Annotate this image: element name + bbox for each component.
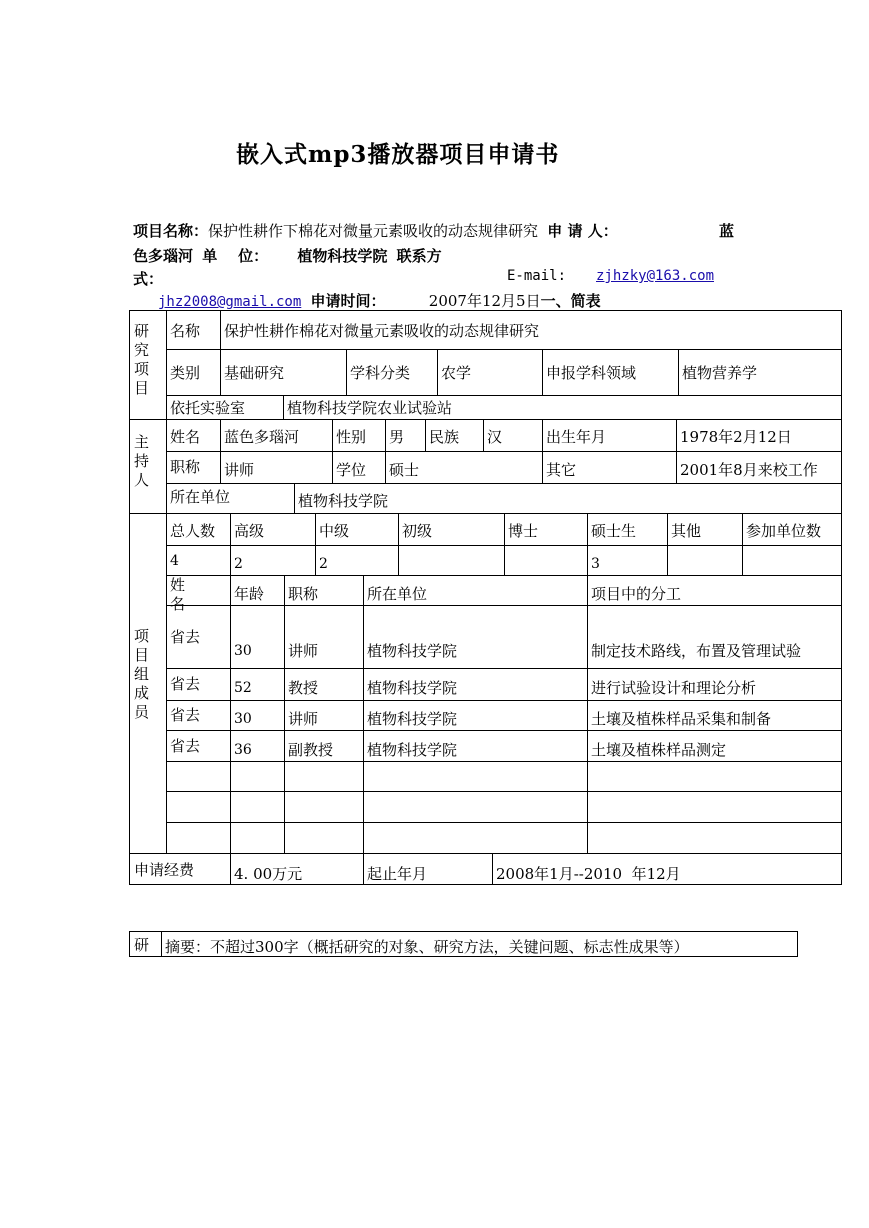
host-name-value: 蓝色多瑙河 bbox=[224, 428, 300, 446]
member-name: 省去 bbox=[170, 628, 201, 646]
members-group-label: 项目组成员 bbox=[134, 627, 150, 721]
apply-time-value: 2007年12月5日 bbox=[428, 292, 541, 310]
applicant-value-1: 蓝 bbox=[719, 222, 735, 240]
unit-label: 单 位： bbox=[202, 247, 269, 265]
host-title-value: 讲师 bbox=[224, 461, 255, 479]
member-title: 副教授 bbox=[288, 741, 334, 759]
member-title: 讲师 bbox=[288, 642, 319, 660]
member-role: 制定技术路线，布置及管理试验 bbox=[591, 642, 802, 660]
funding-label: 申请经费 bbox=[134, 861, 195, 879]
category-value: 基础研究 bbox=[224, 364, 285, 382]
list-header-title: 职称 bbox=[288, 585, 319, 603]
count-header-master: 硕士生 bbox=[591, 522, 637, 540]
count-senior: 2 bbox=[234, 556, 243, 572]
count-junior bbox=[399, 553, 405, 557]
abstract-text: 摘要：不超过300字（概括研究的对象、研究方法，关键问题、标志性成果等） bbox=[165, 938, 689, 956]
project-name-value: 保护性耕作下棉花对微量元素吸收的动态规律研究 bbox=[208, 222, 539, 240]
period-label: 起止年月 bbox=[367, 865, 428, 883]
other-label: 其它 bbox=[546, 461, 577, 479]
funding-value: 4. 00万元 bbox=[234, 865, 303, 883]
count-header-total: 总人数 bbox=[170, 522, 216, 540]
member-unit: 植物科技学院 bbox=[367, 642, 458, 660]
member-title: 讲师 bbox=[288, 710, 319, 728]
apply-time-label: 申请时间： bbox=[310, 292, 386, 310]
period-value: 2008年1月--2010 年12月 bbox=[496, 865, 681, 883]
count-other bbox=[668, 553, 674, 557]
field-label: 申报学科领域 bbox=[546, 364, 637, 382]
birth-value: 1978年2月12日 bbox=[680, 428, 792, 446]
header-line-2 bbox=[133, 245, 442, 266]
count-header-senior: 高级 bbox=[234, 522, 265, 540]
count-units bbox=[743, 553, 749, 557]
header-line-4 bbox=[158, 290, 601, 311]
degree-value: 硕士 bbox=[389, 461, 420, 479]
degree-label: 学位 bbox=[336, 461, 367, 479]
count-header-middle: 中级 bbox=[319, 522, 350, 540]
member-name: 省去 bbox=[170, 737, 201, 755]
count-total: 4 bbox=[170, 553, 179, 569]
member-title: 教授 bbox=[288, 679, 319, 697]
member-age: 36 bbox=[234, 742, 252, 758]
lab-value: 植物科技学院农业试验站 bbox=[287, 399, 453, 417]
project-name-cell: 保护性耕作棉花对微量元素吸收的动态规律研究 bbox=[224, 322, 540, 340]
contact-label-2: 式： bbox=[133, 270, 164, 288]
unit-value: 植物科技学院 bbox=[297, 247, 388, 265]
member-unit: 植物科技学院 bbox=[367, 741, 458, 759]
other-value: 2001年8月来校工作 bbox=[680, 461, 818, 479]
email-link-2[interactable]: jhz2008@gmail.com bbox=[158, 294, 302, 310]
abstract-side-label: 研 bbox=[134, 936, 150, 954]
member-age: 52 bbox=[234, 680, 252, 696]
ethnic-label: 民族 bbox=[429, 428, 460, 446]
host-unit-value: 植物科技学院 bbox=[298, 492, 389, 510]
count-header-other: 其他 bbox=[671, 522, 702, 540]
list-header-name: 姓名 bbox=[170, 576, 186, 613]
contact-label-1: 联系方 bbox=[396, 247, 442, 265]
count-header-units: 参加单位数 bbox=[746, 522, 822, 540]
host-title-label: 职称 bbox=[170, 458, 201, 476]
count-header-phd: 博士 bbox=[508, 522, 539, 540]
member-role: 进行试验设计和理论分析 bbox=[591, 679, 757, 697]
applicant-value-2: 色多瑙河 bbox=[133, 247, 194, 265]
discipline-value: 农学 bbox=[441, 364, 472, 382]
field-value: 植物营养学 bbox=[682, 364, 758, 382]
host-name-label: 姓名 bbox=[170, 428, 201, 446]
count-header-junior: 初级 bbox=[402, 522, 433, 540]
member-name: 省去 bbox=[170, 706, 201, 724]
list-header-unit: 所在单位 bbox=[367, 585, 428, 603]
member-role: 土壤及植株样品采集和制备 bbox=[591, 710, 772, 728]
header-line-1 bbox=[133, 220, 618, 241]
birth-label: 出生年月 bbox=[546, 428, 607, 446]
member-age: 30 bbox=[234, 711, 252, 727]
gender-label: 性别 bbox=[336, 428, 367, 446]
email-link-1[interactable]: zjhzky@163.com bbox=[596, 268, 715, 284]
count-phd bbox=[505, 553, 511, 557]
category-label: 类别 bbox=[170, 364, 201, 382]
applicant-label: 申 请 人： bbox=[547, 222, 618, 240]
section-title: 一、简表 bbox=[540, 292, 601, 310]
ethnic-value: 汉 bbox=[487, 428, 503, 446]
document-title: 嵌入式mp3播放器项目申请书 bbox=[236, 141, 560, 168]
list-header-age: 年龄 bbox=[234, 585, 265, 603]
list-header-role: 项目中的分工 bbox=[591, 585, 682, 603]
count-middle: 2 bbox=[319, 556, 328, 572]
host-group-label: 主持人 bbox=[134, 433, 150, 489]
gender-value: 男 bbox=[389, 428, 405, 446]
project-name-label-cell: 名称 bbox=[170, 322, 201, 340]
member-unit: 植物科技学院 bbox=[367, 679, 458, 697]
project-group-label: 研究项目 bbox=[134, 322, 150, 397]
host-unit-label: 所在单位 bbox=[170, 488, 231, 506]
member-age: 30 bbox=[234, 643, 252, 659]
member-role: 土壤及植株样品测定 bbox=[591, 741, 727, 759]
member-name: 省去 bbox=[170, 675, 201, 693]
lab-label: 依托实验室 bbox=[170, 399, 246, 417]
project-name-label: 项目名称： bbox=[133, 222, 209, 240]
email-label: E-mail: bbox=[507, 268, 567, 284]
count-master: 3 bbox=[591, 556, 600, 572]
discipline-label: 学科分类 bbox=[350, 364, 411, 382]
member-unit: 植物科技学院 bbox=[367, 710, 458, 728]
